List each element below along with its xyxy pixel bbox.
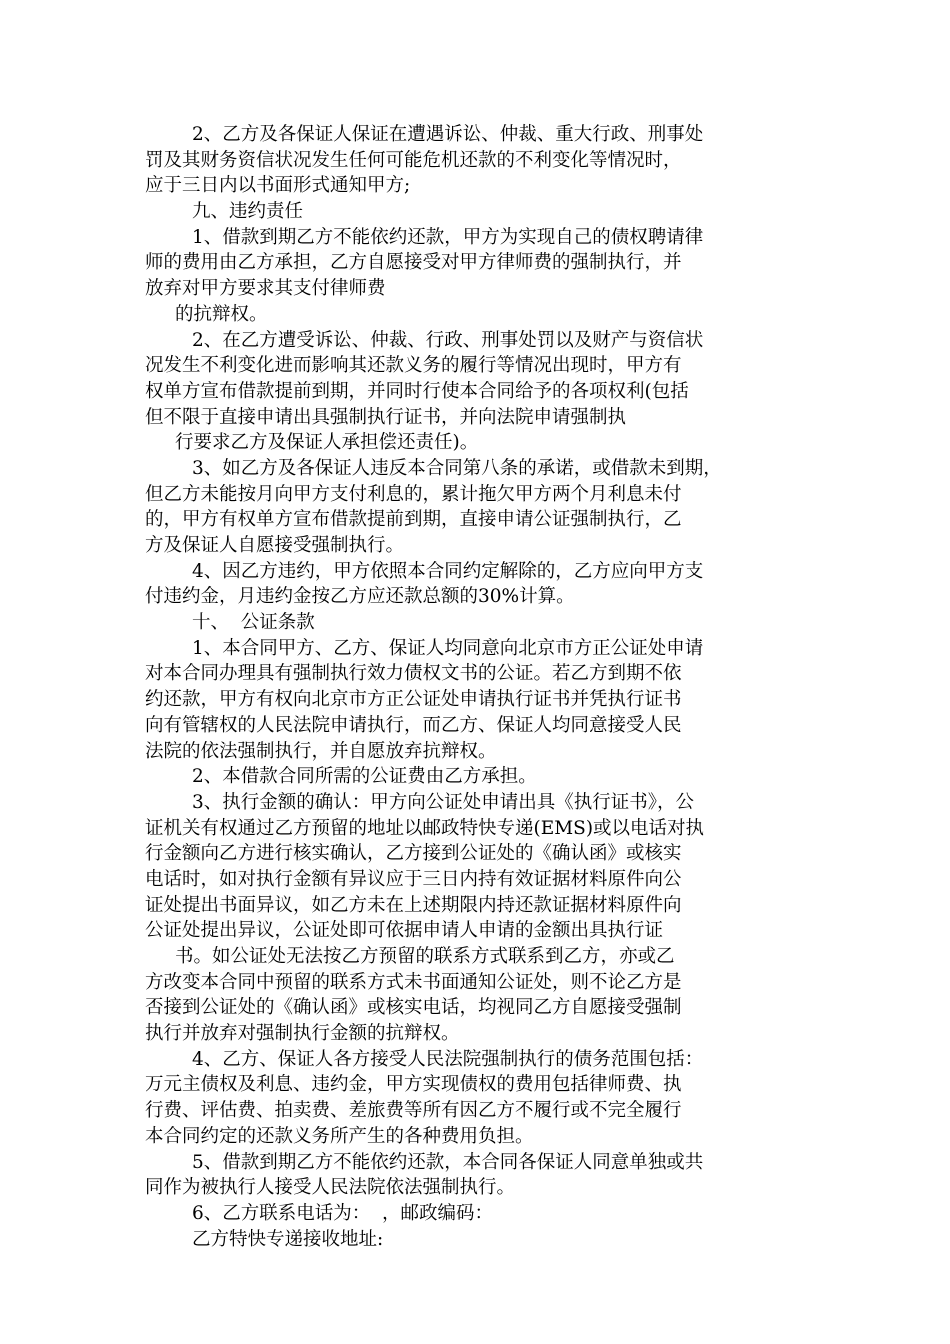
text-line: 对本合同办理具有强制执行效力债权文书的公证。若乙方到期不依 [145, 663, 682, 685]
text-line: 执行并放弃对强制执行金额的抗辩权。 [145, 1023, 460, 1045]
text-line: 6、乙方联系电话为： ，邮政编码： [192, 1202, 494, 1224]
text-line: 2、在乙方遭受诉讼、仲裁、行政、刑事处罚以及财产与资信状 [192, 329, 704, 351]
text-line: 万元主债权及利息、违约金，甲方实现债权的费用包括律师费、执 [145, 1074, 682, 1096]
text-line: 十、 公证条款 [192, 612, 315, 634]
text-line: 同作为被执行人接受人民法院依法强制执行。 [145, 1177, 516, 1199]
text-line: 行金额向乙方进行核实确认，乙方接到公证处的《确认函》或核实 [145, 843, 682, 865]
text-line: 本合同约定的还款义务所产生的各种费用负担。 [145, 1125, 534, 1147]
text-line: 应于三日内以书面形式通知甲方; [145, 175, 411, 197]
text-line: 证机关有权通过乙方预留的地址以邮政特快专递(EMS)或以电话对执 [145, 817, 705, 839]
text-line: 1、本合同甲方、乙方、保证人均同意向北京市方正公证处申请 [192, 637, 704, 659]
text-line: 的，甲方有权单方宣布借款提前到期，直接申请公证强制执行，乙 [145, 509, 682, 531]
text-line: 公证处提出异议，公证处即可依据申请人申请的金额出具执行证 [145, 920, 664, 942]
text-line: 4、乙方、保证人各方接受人民法院强制执行的债务范围包括： [192, 1048, 704, 1070]
text-line: 的抗辩权。 [175, 303, 268, 325]
text-line: 否接到公证处的《确认函》或核实电话，均视同乙方自愿接受强制 [145, 997, 682, 1019]
text-line: 放弃对甲方要求其支付律师费 [145, 278, 386, 300]
text-line: 5、借款到期乙方不能依约还款，本合同各保证人同意单独或共 [192, 1151, 704, 1173]
text-line: 乙方特快专递接收地址: [192, 1228, 384, 1250]
text-line: 法院的依法强制执行，并自愿放弃抗辩权。 [145, 740, 497, 762]
text-line: 3、执行金额的确认：甲方向公证处申请出具《执行证书》，公 [192, 791, 695, 813]
text-line: 付违约金，月违约金按乙方应还款总额的30%计算。 [145, 586, 575, 608]
text-line: 1、借款到期乙方不能依约还款，甲方为实现自己的债权聘请律 [192, 226, 704, 248]
text-line: 4、因乙方违约，甲方依照本合同约定解除的，乙方应向甲方支 [192, 560, 704, 582]
text-line: 罚及其财务资信状况发生任何可能危机还款的不利变化等情况时， [145, 149, 682, 171]
text-line: 2、乙方及各保证人保证在遭遇诉讼、仲裁、重大行政、刑事处 [192, 124, 704, 145]
text-line: 3、如乙方及各保证人违反本合同第八条的承诺，或借款未到期， [192, 457, 722, 479]
text-line: 电话时，如对执行金额有异议应于三日内持有效证据材料原件向公 [145, 868, 682, 890]
text-line: 师的费用由乙方承担，乙方自愿接受对甲方律师费的强制执行，并 [145, 252, 682, 274]
text-line: 但乙方未能按月向甲方支付利息的，累计拖欠甲方两个月利息未付 [145, 483, 682, 505]
text-line: 九、违约责任 [192, 201, 304, 223]
text-line: 证处提出书面异议，如乙方未在上述期限内持还款证据材料原件向 [145, 894, 682, 916]
text-line: 2、本借款合同所需的公证费由乙方承担。 [192, 766, 537, 788]
text-line: 行费、评估费、拍卖费、差旅费等所有因乙方不履行或不完全履行 [145, 1100, 682, 1122]
text-line: 方改变本合同中预留的联系方式未书面通知公证处，则不论乙方是 [145, 971, 682, 993]
text-line: 行要求乙方及保证人承担偿还责任)。 [175, 432, 479, 454]
text-line: 向有管辖权的人民法院申请执行，而乙方、保证人均同意接受人民 [145, 714, 682, 736]
text-line: 况发生不利变化进而影响其还款义务的履行等情况出现时，甲方有 [145, 355, 682, 377]
text-line: 但不限于直接申请出具强制执行证书，并向法院申请强制执 [145, 406, 627, 428]
text-line: 方及保证人自愿接受强制执行。 [145, 535, 405, 556]
text-line: 书。如公证处无法按乙方预留的联系方式联系到乙方，亦或乙 [175, 946, 675, 967]
text-line: 约还款，甲方有权向北京市方正公证处申请执行证书并凭执行证书 [145, 689, 682, 711]
contract-page [145, 122, 825, 1252]
text-line: 权单方宣布借款提前到期，并同时行使本合同给予的各项权利(包括 [145, 380, 689, 402]
